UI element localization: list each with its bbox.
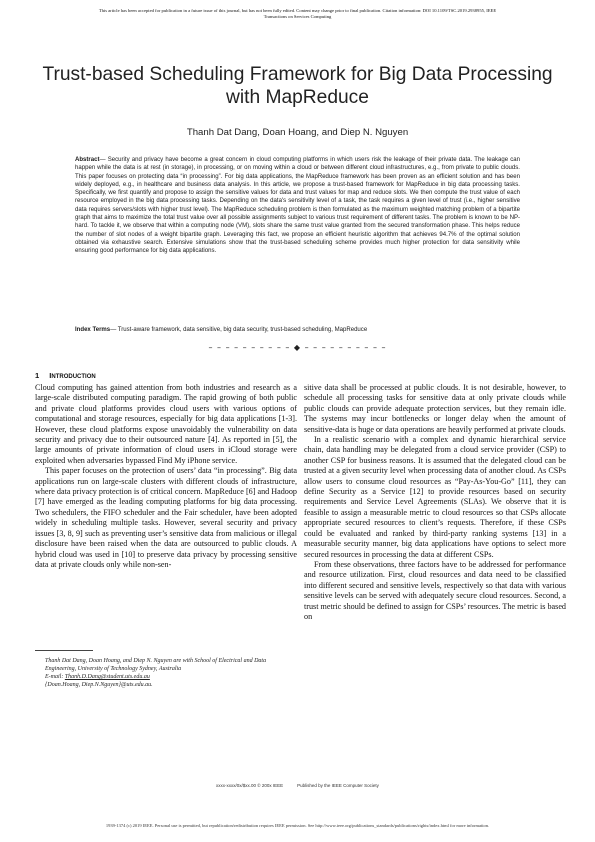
- paragraph: Cloud computing has gained attention from both industries and research as a large-scale distributed computing paradigm. The rapid growing of both public and private cloud platforms provides cloud users with various options of computational and storage resources, especially for big data applications [1-3]. However, these cloud platforms expose unavoidably the vulnerability on data security and privacy due to their outsourced nature [4]. As reported in [5], the large amounts of private information of cloud users in iCloud storage were exploited when adversaries bypassed Find My iPhone service.: [35, 383, 297, 465]
- running-header-line-1: This article has been accepted for publication in a future issue of this journal, but has not been fully edited. Content may change prior to final publication. Citation information: DOI 10.1109/TSC.2019.2938955, IEEE: [98, 8, 497, 13]
- abstract: [75, 156, 520, 256]
- footnote-email-label: E-mail:: [45, 674, 65, 680]
- section-title-initial: I: [49, 371, 52, 380]
- footnote-affiliation: Thanh Dat Dang, Doan Hoang, and Diep N. Nguyen are with School of Electrical and Data Engineering, University of Technology Sydney, Australia: [45, 658, 267, 672]
- publication-line: [0, 783, 595, 788]
- paper-title: Trust-based Scheduling Framework for Big Data Processing with MapReduce: [42, 64, 553, 108]
- copyright-notice: 1939-1374 (c) 2019 IEEE. Personal use is permitted, but republication/redistribution requires IEEE permission. See http://www.ieee.org/publications_standards/publications/rights/index.html for more information.: [105, 823, 490, 828]
- footnote-emails: {Doan.Hoang, Diep.N.Nguyen}@uts.edu.au.: [45, 682, 153, 688]
- index-terms: [75, 326, 520, 334]
- author-email-link[interactable]: Thanh.D.Dang@student.uts.edu.au: [64, 674, 150, 680]
- footnote-email-line: [45, 673, 285, 681]
- paragraph: sitive data shall be processed at public clouds. It is not desirable, however, to schedule all processing tasks for sensitive data at only private clouds while public clouds can provide adequate protection services, but they remain idle. The systems may incur bottlenecks or longer delay when the amount of sensitive-data is huge or data operations are heavily performed at private clouds.: [304, 383, 566, 434]
- abstract-text: — Security and privacy have become a great concern in cloud computing platforms in which users risk the leakage of their private data. The leakage can happen while the data is at rest (in storage), in processing, or on moving within a cloud or between different cloud infrastructures, e.g., from private to public clouds. This paper focuses on protecting data “in processing”. For big data applications, the MapReduce framework has been proven as an efficient solution and has been widely deployed, e.g., in healthcare and business data analysis. In this article, we propose a trust-based framework for MapReduce in big data processing tasks. Specifically, we first quantify and propose to assign the sensitive values for data and trust values for map and reduce slots. We then compute the trust value of each resource employed in the big data processing tasks. Depending on the data's sensitivity level of a task, the task requires a given level of trust (i.e., higher sensitive data requires servers/slots with higher trust level). The MapReduce scheduling problem is then formulated as the maximum weighted matching problem of a bipartite graph that aims to maximize the total trust value over all possible assignments subject to various trust requirement of different tasks. The problem is known to be NP-hard. To tackle it, we observe that within a computing node (VM), slots share the same trust value granted from the secured transformation phase. This helps reduce the number of slot nodes of a weight bipartite graph. Leveraging this fact, we propose an efficient heuristic algorithm that achieves 94.7% of the optimal solution obtained via exhaustive search. Extensive simulations show that the trust-based scheduling scheme provides much higher protection for data sensitivity while ensuring good performance for big data applications.: [75, 157, 520, 255]
- publisher-name: Published by the IEEE Computer Society: [297, 783, 379, 788]
- section-heading: [35, 371, 96, 380]
- paragraph: From these observations, three factors have to be addressed for performance and resource utilization. First, cloud resources and data need to be classified into different secured and sensitive levels, respectively so that data with various sensitive levels can be served with adequately secure cloud resources. Second, a trust metric should be defined to assign for CSPs’ resources. The metric is based on: [304, 559, 566, 621]
- body-column-left: [35, 383, 297, 570]
- publication-code: xxxx-xxxx/0x/$xx.00 © 200x IEEE: [216, 783, 284, 788]
- paragraph: This paper focuses on the protection of users’ data “in processing”. Big data applications run on large-scale clusters with different clouds of infrastructure, where data privacy protection is of critical concern. MapReduce [6] and Hadoop [7] have emerged as the leading computing platforms for big data processing. Two schedulers, the FIFO scheduler and the Fair scheduler, have been adopted widely in scheduling multiple tasks. However, several security and privacy issues [3, 8, 9] such as preventing user’s sensitive data from malicious or illegal disclosure have been raised when the data are outsourced to public clouds. A hybrid cloud was used in [10] to preserve data privacy by processing sensitive data at private clouds only while non-sen-: [35, 466, 297, 569]
- body-column-right: [304, 383, 566, 622]
- author-affiliation-footnote: [45, 657, 285, 689]
- section-number: 1: [35, 371, 40, 380]
- paragraph: In a realistic scenario with a complex and dynamic hierarchical service chain, data handling may be delegated from a cloud service provider (CSP) to another CSP for business reasons. It is assumed that the delegated cloud can be trusted at a given security level when processing data of another cloud. As CSPs allow users to consume cloud resources as “Pay-As-You-Go” [11], they can define Security as a Service [12] to provide resources based on security requirements and Service Level Agreements (SLAs). We observe that it is feasible to assign a measurable metric to cloud resources so that CSPs allocate appropriate secured resources to client’s requests. Therefore, if these CSPs could be evaluated and ranked by third-party ranking systems [13] in a measurable security manner, big data applications have options to select more secured resources in processing the data at different CSPs.: [304, 435, 566, 559]
- section-title-rest: NTRODUCTION: [51, 374, 96, 380]
- footnote-rule: [35, 650, 93, 651]
- index-terms-text: — Trust-aware framework, data sensitive, big data security, trust-based scheduling, MapReduce: [110, 327, 368, 333]
- author-list: Thanh Dat Dang, Doan Hoang, and Diep N. Nguyen: [186, 127, 409, 138]
- running-header-journal: Transactions on Services Computing: [263, 14, 332, 19]
- section-separator: – – – – – – – – – – ◆ – – – – – – – – – –: [208, 343, 387, 352]
- index-terms-label: Index Terms: [75, 327, 111, 333]
- abstract-label: Abstract: [75, 157, 100, 163]
